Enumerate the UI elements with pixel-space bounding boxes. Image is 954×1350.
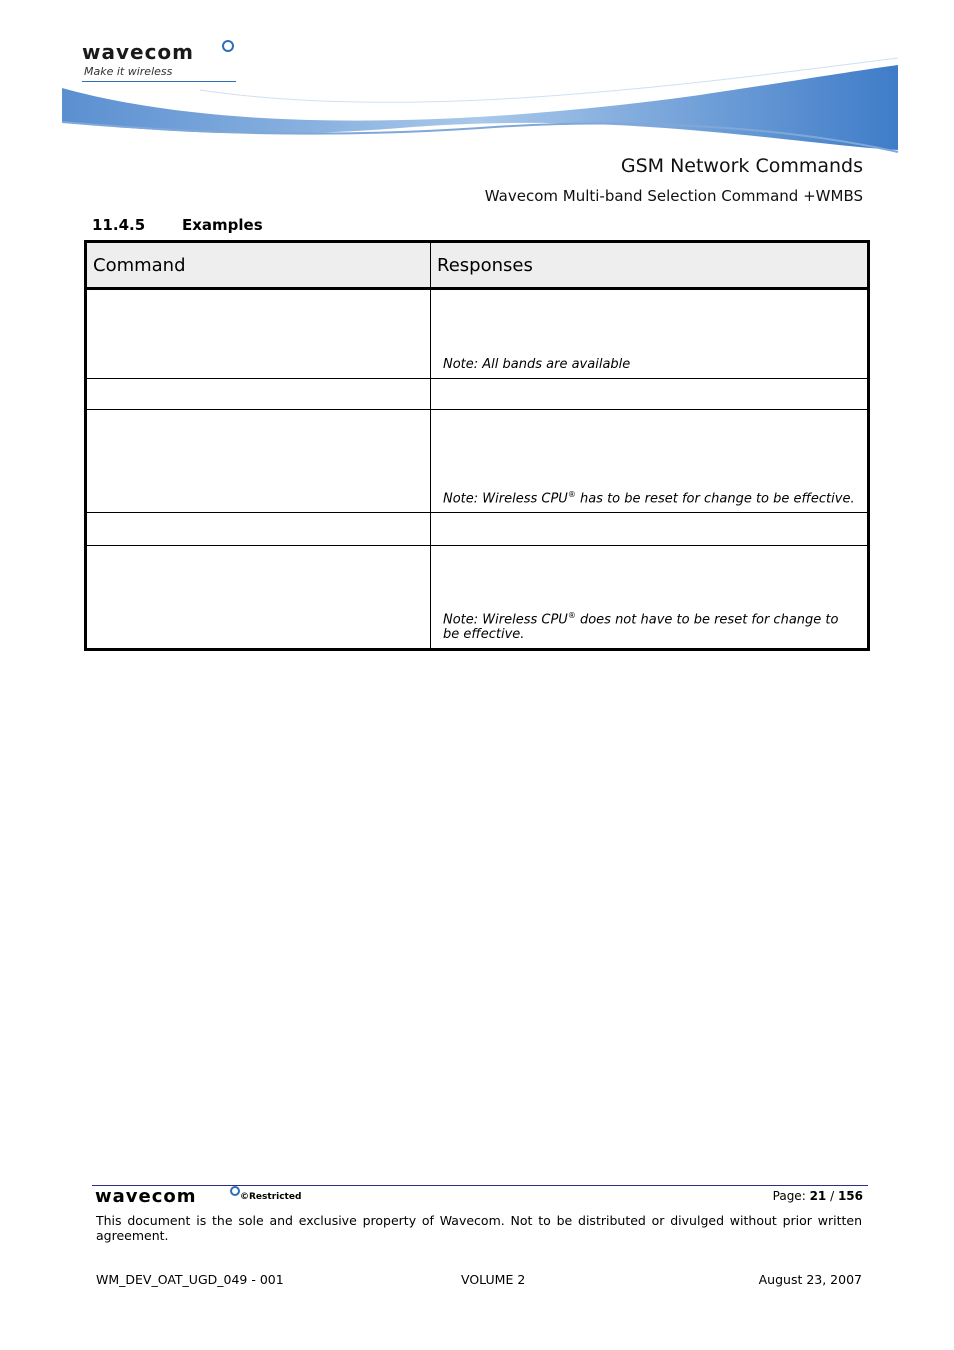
header-swoosh-graphic (0, 50, 954, 160)
table-row (86, 379, 869, 410)
response-note (443, 487, 855, 506)
page-subtitle: Wavecom Multi-band Selection Command +WMBS (484, 187, 863, 205)
logo-wordmark: wavecom (82, 40, 195, 64)
restricted-label: ©Restricted (240, 1192, 302, 1202)
table-row (86, 546, 869, 650)
page-current: 21 (809, 1189, 827, 1203)
footer-divider (92, 1185, 868, 1186)
page-label: Page: (772, 1189, 810, 1203)
section-number: 11.4.5 (92, 216, 146, 234)
footer-logo-swirl-icon (230, 1186, 240, 1196)
response-note: Note: All bands are available (443, 357, 631, 372)
registered-mark: ® (567, 610, 576, 620)
response-cell (431, 410, 869, 513)
page-total: 156 (837, 1189, 863, 1203)
page-separator: / (826, 1189, 838, 1203)
table-header-row (86, 242, 869, 289)
command-cell (86, 289, 431, 379)
registered-mark: ® (567, 489, 576, 499)
footer-logo: wavecom (95, 1186, 197, 1207)
command-cell (86, 410, 431, 513)
command-cell (86, 513, 431, 546)
response-cell (431, 289, 869, 379)
note-text: does not have to be reset for change to be effective. (443, 612, 839, 642)
column-header-command: Command (86, 242, 431, 289)
response-cell (431, 546, 869, 650)
page-title: GSM Network Commands (620, 155, 863, 177)
response-note (443, 608, 855, 642)
section-heading (92, 216, 263, 234)
logo-tagline: Make it wireless (84, 65, 173, 78)
volume-label: VOLUME 2 (461, 1272, 526, 1287)
table-row (86, 289, 869, 379)
page-number (773, 1189, 863, 1203)
response-cell (431, 379, 869, 410)
table-row (86, 410, 869, 513)
legal-notice: This document is the sole and exclusive property of Wavecom. Not to be distributed or divulged without prior written agreement. (96, 1213, 862, 1243)
note-text: has to be reset for change to be effective. (575, 491, 855, 506)
document-date: August 23, 2007 (758, 1272, 862, 1287)
document-reference: WM_DEV_OAT_UGD_049 - 001 (96, 1272, 284, 1287)
command-cell (86, 379, 431, 410)
column-header-responses: Responses (431, 242, 869, 289)
table-row (86, 513, 869, 546)
note-text: Note: Wireless CPU (443, 612, 568, 627)
note-text: Note: Wireless CPU (443, 491, 568, 506)
command-cell (86, 546, 431, 650)
response-cell (431, 513, 869, 546)
section-title: Examples (182, 216, 263, 234)
examples-table (84, 240, 870, 651)
